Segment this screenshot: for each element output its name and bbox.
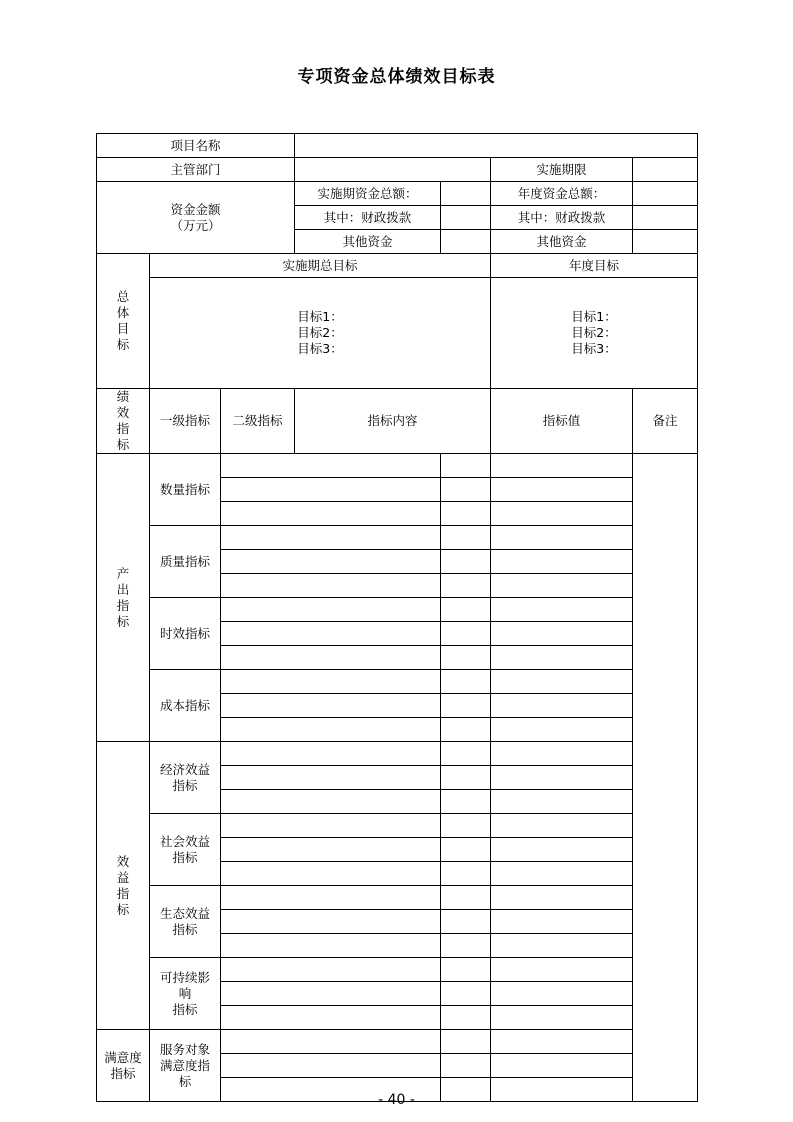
goal-char: 体 [116, 305, 130, 320]
indicator-remark-cell[interactable] [491, 478, 633, 502]
col-level1: 一级指标 [150, 389, 221, 454]
level2-indicator: 时效指标 [150, 598, 221, 670]
label-part: 出 [116, 581, 130, 597]
indicator-value-cell[interactable] [441, 982, 491, 1006]
funds-label-line1: 资金金额 [170, 201, 221, 217]
indicator-value-cell[interactable] [441, 838, 491, 862]
indicator-value-cell[interactable] [441, 694, 491, 718]
level2-indicator: 数量指标 [150, 454, 221, 526]
indicator-value-cell[interactable] [441, 1030, 491, 1054]
indicator-char: 指 [116, 421, 130, 436]
indicator-value-cell[interactable] [441, 910, 491, 934]
label-part: 指标 [172, 921, 198, 937]
indicator-content-cell[interactable] [221, 934, 441, 958]
indicator-content-cell[interactable] [221, 1006, 441, 1030]
annual-goal-content[interactable] [491, 278, 698, 389]
indicator-content-cell[interactable] [221, 646, 441, 670]
indicator-remark-cell[interactable] [491, 670, 633, 694]
indicator-content-cell[interactable] [221, 766, 441, 790]
indicator-content-cell[interactable] [221, 1054, 441, 1078]
annual-fiscal-label: 其中：财政拨款 [491, 206, 633, 230]
goal-item: 目标2： [297, 325, 343, 340]
department-label: 主管部门 [97, 158, 295, 182]
level2-indicator [150, 886, 221, 958]
table-row [97, 886, 698, 910]
department-value[interactable] [295, 158, 491, 182]
indicator-char: 标 [116, 437, 130, 452]
label-part: 标 [116, 901, 130, 917]
satisfaction-indicators: 满意度指标 [97, 1030, 150, 1102]
indicator-value-cell[interactable] [441, 622, 491, 646]
label-part: 生态效益 [159, 905, 210, 921]
output-indicators [97, 454, 150, 742]
table-row [97, 1030, 698, 1054]
indicator-char: 绩 [116, 389, 130, 404]
label-part: 满意度指标 [159, 1057, 210, 1089]
indicator-value-cell[interactable] [441, 574, 491, 598]
annual-other-value[interactable] [633, 230, 698, 254]
indicator-char: 效 [116, 405, 130, 420]
table-row [97, 814, 698, 838]
label-part: 社会效益 [159, 833, 210, 849]
indicator-value-cell[interactable] [441, 526, 491, 550]
goal-item: 目标1： [297, 309, 343, 324]
table-row [97, 958, 698, 982]
indicator-remark-cell[interactable] [491, 766, 633, 790]
level2-indicator [150, 958, 221, 1030]
indicator-remark-cell[interactable] [491, 454, 633, 478]
indicator-remark-cell[interactable] [491, 574, 633, 598]
indicator-content-cell[interactable] [221, 598, 441, 622]
table-row [97, 598, 698, 622]
level2-indicator [150, 1030, 221, 1102]
label-part: 指标 [172, 849, 198, 865]
indicator-remark-cell[interactable] [491, 862, 633, 886]
indicator-value-cell[interactable] [441, 502, 491, 526]
label-part: 指标 [172, 1001, 198, 1017]
indicator-content-cell[interactable] [221, 790, 441, 814]
goal-char: 目 [116, 321, 130, 336]
level2-indicator [150, 742, 221, 814]
annual-fiscal-value[interactable] [633, 206, 698, 230]
table-row [97, 454, 698, 478]
page-number: - 40 - [378, 1092, 415, 1108]
period-other-value[interactable] [441, 230, 491, 254]
indicator-remark-cell[interactable] [491, 982, 633, 1006]
overall-goals-section [97, 254, 150, 389]
benefit-indicators [97, 742, 150, 1030]
project-name-label: 项目名称 [97, 134, 295, 158]
indicator-remark-cell[interactable] [491, 550, 633, 574]
indicator-value-cell[interactable] [441, 550, 491, 574]
indicator-content-cell[interactable] [221, 574, 441, 598]
indicator-remark-cell[interactable] [491, 838, 633, 862]
label-part: 产 [116, 565, 130, 581]
annual-funds-value[interactable] [633, 182, 698, 206]
col-value: 指标值 [491, 389, 633, 454]
annual-goal-header: 年度目标 [491, 254, 698, 278]
indicator-content-cell[interactable] [221, 886, 441, 910]
indicator-remark-cell[interactable] [491, 718, 633, 742]
indicator-remark-cell[interactable] [491, 598, 633, 622]
period-other-label: 其他资金 [295, 230, 441, 254]
col-level2: 二级指标 [221, 389, 295, 454]
indicator-remark-cell[interactable] [491, 1054, 633, 1078]
performance-indicators-section [97, 389, 150, 454]
indicator-content-cell[interactable] [221, 454, 441, 478]
label-part: 指 [116, 597, 130, 613]
col-remark: 备注 [633, 389, 698, 454]
indicator-content-cell[interactable] [221, 862, 441, 886]
period-goal-header: 实施期总目标 [150, 254, 491, 278]
indicator-value-cell[interactable] [441, 598, 491, 622]
indicator-value-cell[interactable] [441, 958, 491, 982]
indicator-content-cell[interactable] [221, 982, 441, 1006]
goal-item: 目标2： [571, 325, 617, 340]
indicator-remark-cell[interactable] [491, 622, 633, 646]
indicator-content-cell[interactable] [221, 502, 441, 526]
funds-label-line2: （万元） [170, 217, 221, 233]
label-part: 服务对象 [159, 1041, 210, 1057]
label-part: 经济效益 [159, 761, 210, 777]
period-fiscal-label: 其中：财政拨款 [295, 206, 441, 230]
indicator-value-cell[interactable] [441, 1054, 491, 1078]
indicator-value-cell[interactable] [441, 670, 491, 694]
indicator-content-cell[interactable] [221, 670, 441, 694]
indicator-remark-cell[interactable] [491, 814, 633, 838]
indicator-content-cell[interactable] [221, 742, 441, 766]
indicator-value-cell[interactable] [441, 1006, 491, 1030]
total-period-funds-value[interactable] [441, 182, 491, 206]
indicator-remark-cell[interactable] [491, 742, 633, 766]
project-name-value[interactable] [295, 134, 698, 158]
annual-other-label: 其他资金 [491, 230, 633, 254]
table-row [97, 670, 698, 694]
goal-char: 标 [116, 337, 130, 352]
indicator-remark-cell[interactable] [491, 910, 633, 934]
performance-target-table [96, 133, 698, 1102]
level2-indicator [150, 814, 221, 886]
label-part: 效 [116, 853, 130, 869]
indicator-remark-cell[interactable] [491, 886, 633, 910]
goal-item: 目标3： [297, 341, 343, 356]
goal-char: 总 [116, 289, 130, 304]
level2-indicator: 质量指标 [150, 526, 221, 598]
annual-funds-label: 年度资金总额： [491, 182, 633, 206]
indicator-value-cell[interactable] [441, 886, 491, 910]
label-part: 指标 [172, 777, 198, 793]
indicator-remark-cell[interactable] [491, 934, 633, 958]
indicator-value-cell[interactable] [441, 934, 491, 958]
period-value[interactable] [633, 158, 698, 182]
indicator-value-cell[interactable] [441, 718, 491, 742]
indicator-content-cell[interactable] [221, 958, 441, 982]
indicator-remark-cell[interactable] [491, 526, 633, 550]
goal-item: 目标1： [571, 309, 617, 324]
indicator-remark-cell[interactable] [491, 646, 633, 670]
indicator-value-cell[interactable] [441, 742, 491, 766]
col-content: 指标内容 [295, 389, 491, 454]
indicator-content-cell[interactable] [221, 478, 441, 502]
label-part: 益 [116, 869, 130, 885]
period-fiscal-value[interactable] [441, 206, 491, 230]
indicator-remark-cell[interactable] [491, 694, 633, 718]
indicator-content-cell[interactable] [221, 1030, 441, 1054]
total-period-funds-label: 实施期资金总额： [295, 182, 441, 206]
indicator-content-cell[interactable] [221, 814, 441, 838]
page-title: 专项资金总体绩效目标表 [297, 67, 496, 87]
table-row [97, 742, 698, 766]
indicator-content-cell[interactable] [221, 622, 441, 646]
indicator-value-cell[interactable] [441, 766, 491, 790]
indicator-remark-cell[interactable] [491, 502, 633, 526]
label-part: 标 [116, 613, 130, 629]
indicator-value-cell[interactable] [441, 814, 491, 838]
indicator-remark-cell[interactable] [491, 1006, 633, 1030]
table-row [97, 526, 698, 550]
indicator-content-cell[interactable] [221, 550, 441, 574]
label-part: 可持续影响 [159, 969, 210, 1001]
indicator-value-cell[interactable] [441, 790, 491, 814]
funds-label [97, 182, 295, 254]
indicator-content-cell[interactable] [221, 910, 441, 934]
indicator-content-cell[interactable] [221, 718, 441, 742]
indicator-value-cell[interactable] [441, 454, 491, 478]
indicator-content-cell[interactable] [221, 838, 441, 862]
indicator-remark-cell[interactable] [491, 1030, 633, 1054]
indicator-value-cell[interactable] [441, 862, 491, 886]
indicator-content-cell[interactable] [221, 526, 441, 550]
indicator-content-cell[interactable] [221, 694, 441, 718]
indicator-value-cell[interactable] [441, 478, 491, 502]
period-label: 实施期限 [491, 158, 633, 182]
indicator-remark-cell[interactable] [491, 958, 633, 982]
indicator-remark-cell[interactable] [491, 790, 633, 814]
indicator-value-cell[interactable] [441, 646, 491, 670]
period-goal-content[interactable] [150, 278, 491, 389]
label-part: 指 [116, 885, 130, 901]
goal-item: 目标3： [571, 341, 617, 356]
level2-indicator: 成本指标 [150, 670, 221, 742]
